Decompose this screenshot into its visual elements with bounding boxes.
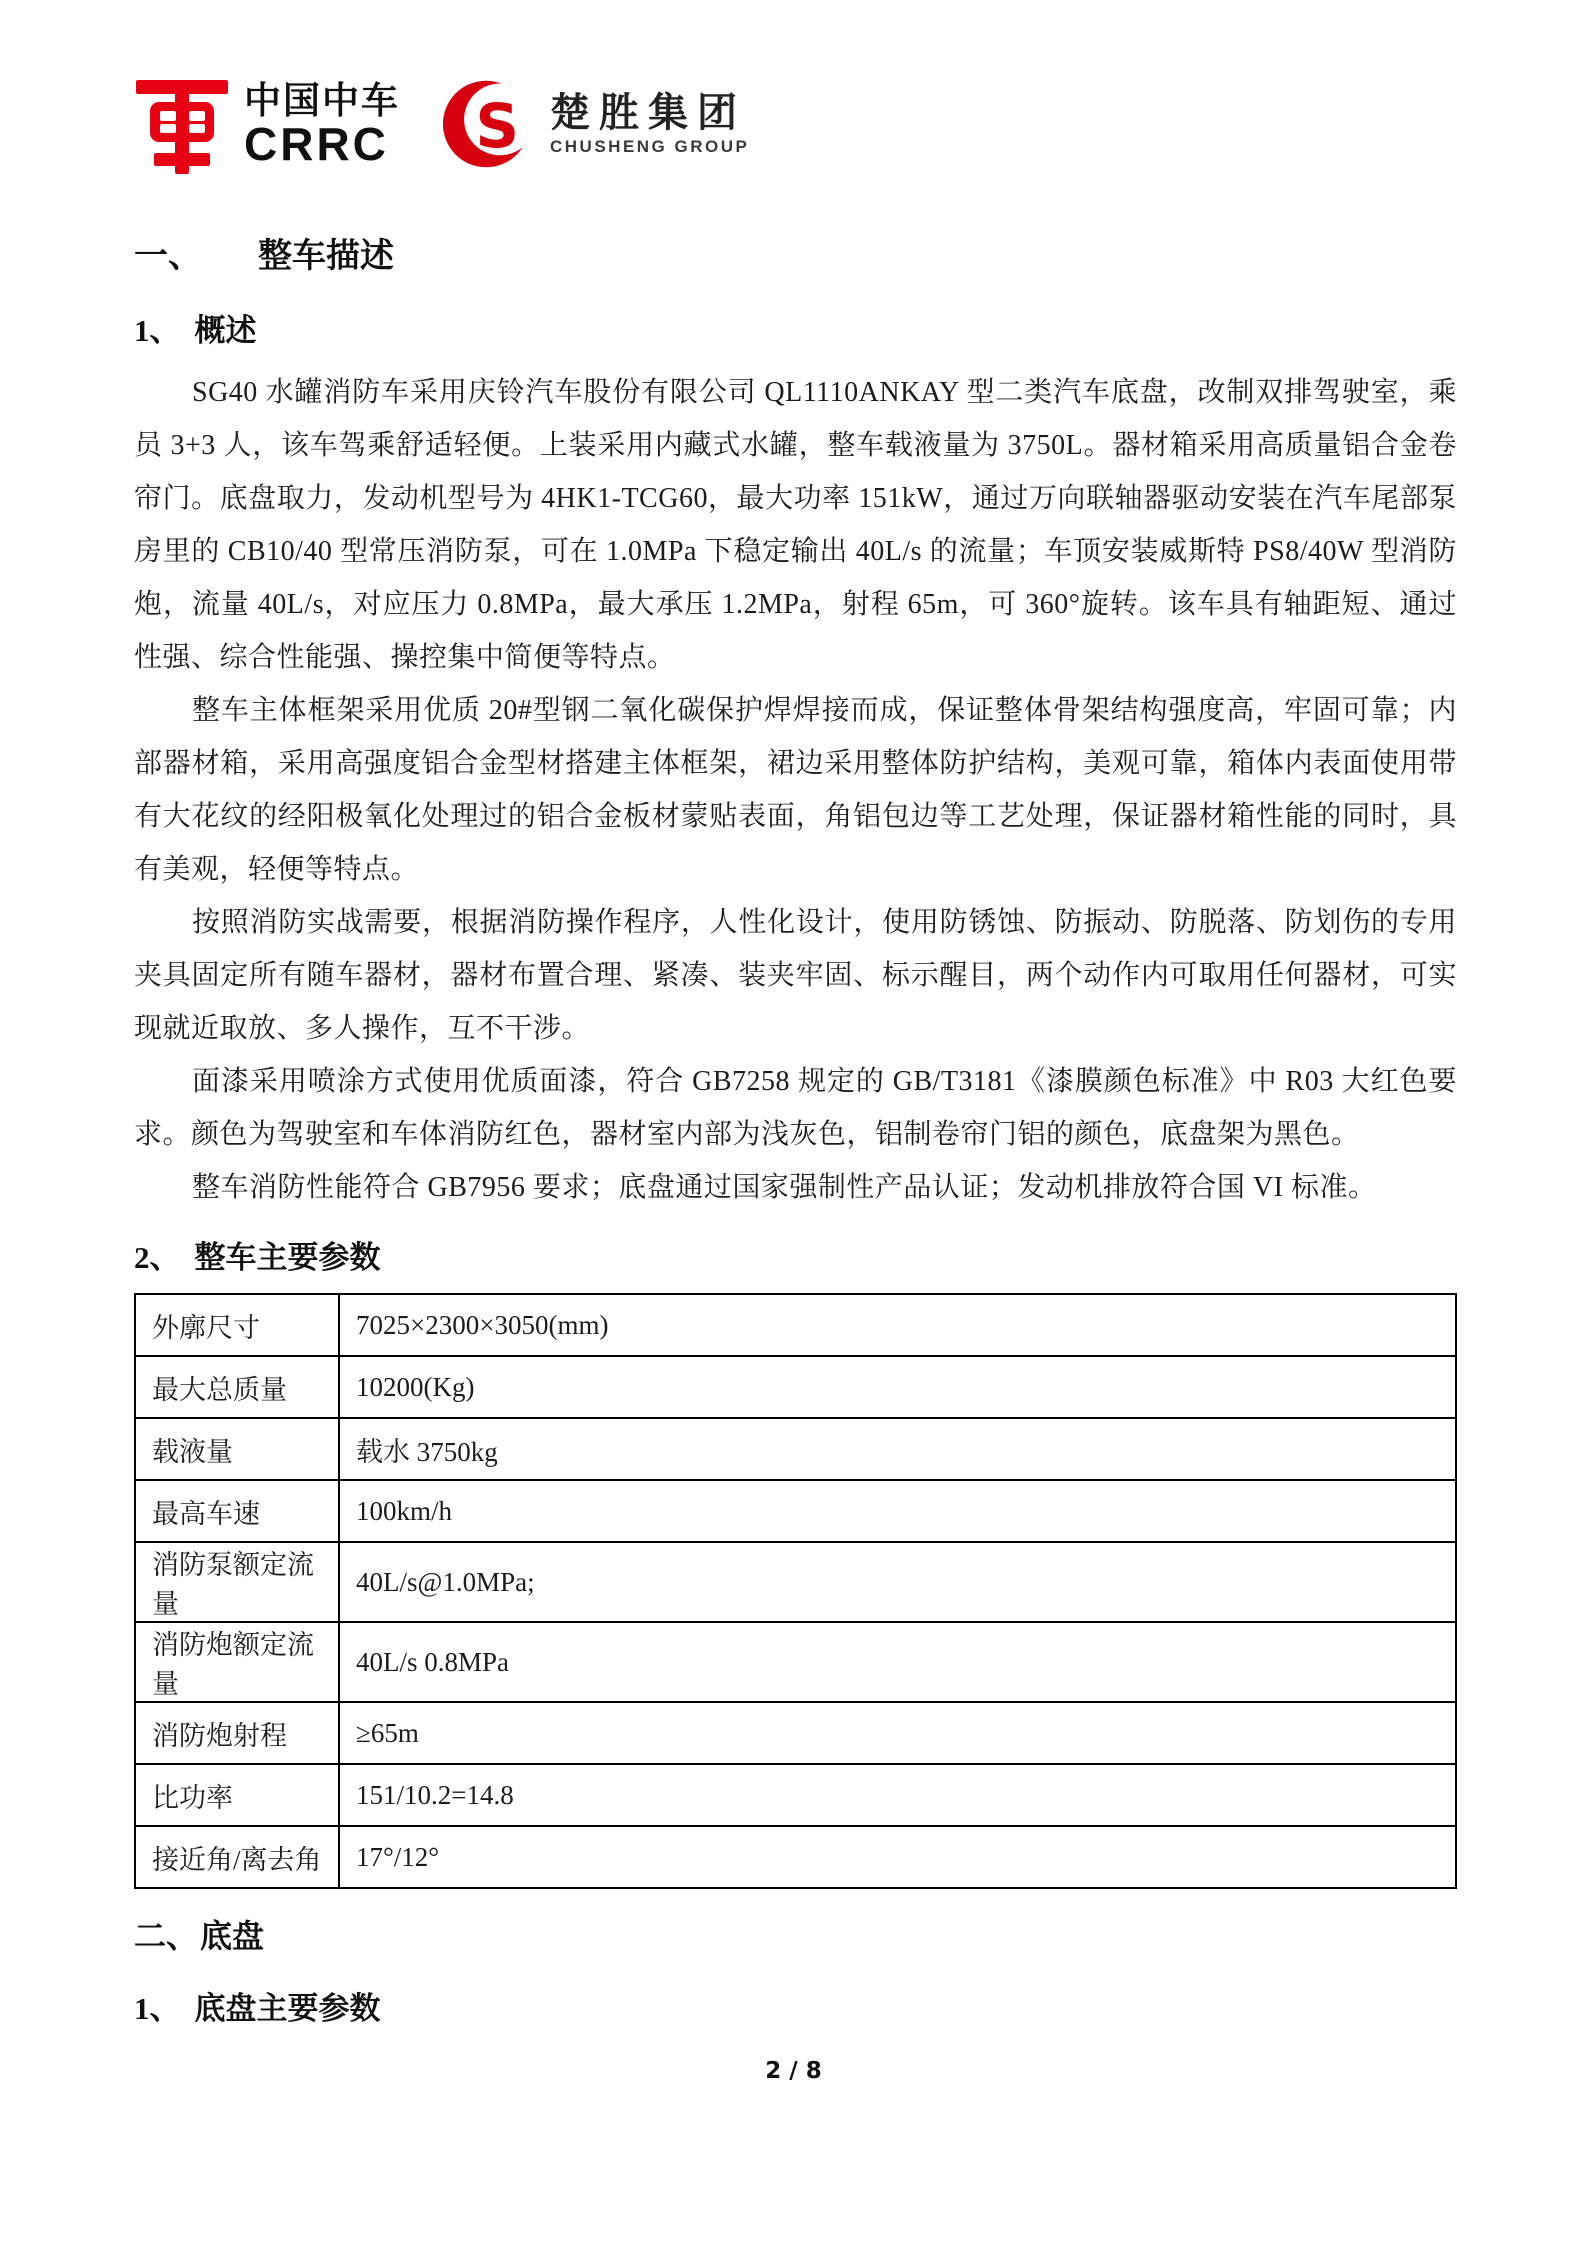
subsection-number: 1、 [134, 313, 181, 348]
table-row [135, 1622, 1456, 1702]
paragraph: 整车主体框架采用优质 20#型钢二氧化碳保护焊焊接而成，保证整体骨架结构强度高，牢固可靠；内部器材箱，采用高强度铝合金型材搭建主体框架，裙边采用整体防护结构，美观可靠，箱体内表面使用带有大花纹的经阳极氧化处理过的铝合金板材蒙贴表面，角铝包边等工艺处理，保证器材箱性能的同时，具有美观，轻便等特点。 [134, 695, 1457, 885]
chusheng-logo [442, 78, 749, 170]
section-number: 二、 [134, 1918, 199, 1954]
subsection-heading-main-parameters [134, 1232, 1457, 1277]
param-value: 17°/12° [339, 1826, 1456, 1888]
param-label: 最高车速 [135, 1480, 339, 1542]
param-label: 接近角/离去角 [135, 1826, 339, 1888]
paragraph: 整车消防性能符合 GB7956 要求；底盘通过国家强制性产品认证；发动机排放符合国 VI 标准。 [192, 1172, 1377, 1203]
chusheng-logo-en-text: CHUSHENG GROUP [550, 137, 750, 156]
param-label: 比功率 [135, 1764, 339, 1826]
table-row [135, 1480, 1456, 1542]
page-number: 2 / 8 [765, 2058, 822, 2084]
subsection-title: 整车主要参数 [194, 1240, 381, 1275]
param-label: 外廓尺寸 [135, 1294, 339, 1356]
param-label: 消防炮射程 [135, 1702, 339, 1764]
subsection-number: 2、 [134, 1240, 181, 1275]
param-value: 7025×2300×3050(mm) [339, 1294, 1456, 1356]
overview-paragraphs [134, 366, 1457, 1214]
param-value: 100km/h [339, 1480, 1456, 1542]
section-number: 一、 [134, 238, 202, 275]
section-heading-vehicle-description [134, 228, 1457, 277]
vehicle-parameters-table [134, 1293, 1457, 1889]
section-heading-chassis [134, 1911, 1457, 1957]
section-title: 底盘 [200, 1918, 265, 1954]
crrc-logo [134, 74, 400, 174]
paragraph: 面漆采用喷涂方式使用优质面漆，符合 GB7258 规定的 GB/T3181《漆膜颜色标准》中 R03 大红色要求。颜色为驾驶室和车体消防红色，器材室内部为浅灰色，铝制卷帘门铝的颜色，底盘架为黑色。 [134, 1066, 1457, 1150]
table-row [135, 1356, 1456, 1418]
param-label: 消防炮额定流量 [135, 1622, 339, 1702]
table-row [135, 1418, 1456, 1480]
subsection-title: 概述 [194, 313, 257, 348]
param-label: 消防泵额定流量 [135, 1542, 339, 1622]
table-row [135, 1294, 1456, 1356]
subsection-heading-overview [134, 305, 1457, 350]
section-title: 整车描述 [258, 238, 394, 275]
subsection-title: 底盘主要参数 [194, 1991, 381, 2026]
paragraph: 按照消防实战需要，根据消防操作程序，人性化设计，使用防锈蚀、防振动、防脱落、防划伤的专用夹具固定所有随车器材，器材布置合理、紧凑、装夹牢固、标示醒目，两个动作内可取用任何器材，可实现就近取放、多人操作，互不干涉。 [134, 907, 1457, 1044]
param-value: ≥65m [339, 1702, 1456, 1764]
param-value: 40L/s 0.8MPa [339, 1622, 1456, 1702]
param-label: 载液量 [135, 1418, 339, 1480]
param-value: 10200(Kg) [339, 1356, 1456, 1418]
param-value: 载水 3750kg [339, 1418, 1456, 1480]
chusheng-emblem-icon [442, 78, 534, 170]
crrc-logo-en-text: CRRC [244, 118, 389, 170]
table-row [135, 1542, 1456, 1622]
table-row [135, 1764, 1456, 1826]
crrc-emblem-icon [134, 74, 230, 174]
svg-text:S: S [475, 92, 520, 162]
table-row [135, 1702, 1456, 1764]
crrc-logo-cn-text: 中国中车 [244, 80, 400, 121]
param-value: 151/10.2=14.8 [339, 1764, 1456, 1826]
subsection-heading-chassis-parameters [134, 1983, 1457, 2028]
param-value: 40L/s@1.0MPa; [339, 1542, 1456, 1622]
param-label: 最大总质量 [135, 1356, 339, 1418]
logo-row [134, 72, 1457, 176]
table-row [135, 1826, 1456, 1888]
paragraph: SG40 水罐消防车采用庆铃汽车股份有限公司 QL1110ANKAY 型二类汽车底盘，改制双排驾驶室，乘员 3+3 人，该车驾乘舒适轻便。上装采用内藏式水罐，整车载液量为 3750L。器材箱采用高质量铝合金卷帘门。底盘取力，发动机型号为 4HK1-TCG60，最大功率 151kW，通过万向联轴器驱动安装在汽车尾部泵房里的 CB10/40 型常压消防泵，可在 1.0MPa 下稳定输出 40L/s 的流量；车顶安装威斯特 PS8/40W 型消防炮，流量 40L/s，对应压力 0.8MPa，最大承压 1.2MPa，射程 65m，可 360°旋转。该车具有轴距短、通过性强、综合性能强、操控集中简便等特点。 [134, 377, 1457, 673]
chusheng-logo-cn-text: 楚胜集团 [550, 91, 746, 135]
subsection-number: 1、 [134, 1991, 181, 2026]
